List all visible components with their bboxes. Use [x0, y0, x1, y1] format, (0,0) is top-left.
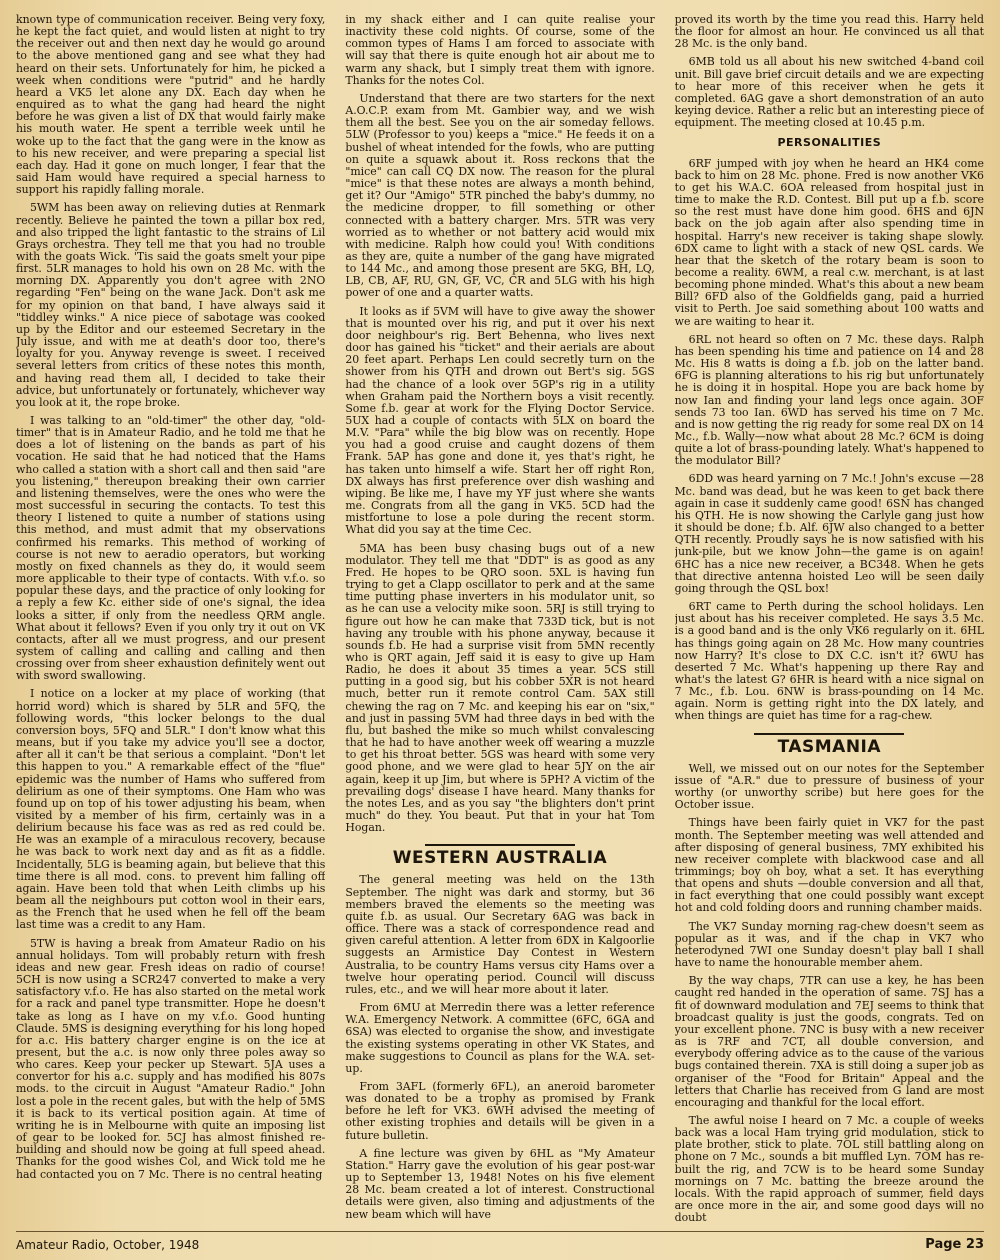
section-heading-western-australia: WESTERN AUSTRALIA	[345, 844, 654, 864]
paragraph: 6RF jumped with joy when he heard an HK4 come back to him on 28 Mc. phone. Fred is now another VK6 to get his W.A.C. 6OA released from hospital just in time to make the R.D. Contest. Bill put up a f.b. score so the rest must have done him good. 6HS and 6JN back on the job again after also spending time in hospital. Harry's new receiver is taking shape slowly. 6DX came to light with a stack of new QSL cards. We hear that the sketch of the rotary beam is soon to become a reality. 6WM, a real c.w. merchant, is at last becoming phone minded. What's this about a new beam Bill? 6FD also of the Goldfields gang, paid a hurried visit to Perth. Joe said something about 100 watts and we are waiting to hear it.	[674, 156, 984, 328]
paragraph: 5MA has been busy chasing bugs out of a new modulator. They tell me that "DDT" is as good as any Fred. He hopes to be QRO soon. 5XL is having fun trying to get a Clapp oscillator to perk and at the same time putting phase inverters in his modulator unit, so as he can use a velocity mike soon. 5RJ is still trying to figure out how he can make that 733D tick, but is not having any trouble with his phone anyway, because it sounds f.b. He had a surprise visit from 5MN recently who is QRT again, Jeff said it is easy to give up Ham Radio, he does it about 35 times a year. 5CS still putting in a good sig, but his cobber 5XR is not heard much, better run it remote control Cam. 5AX still chewing the rag on 7 Mc. and keeping his ear on "six," and just in passing 5VM had three days in bed with the flu, but bashed the mike so much whilst convalescing that he had to have another week off wearing a muzzle to get his throat better. 5GS was heard with some very good phone, and we were glad to hear 5JY on the air again, keep it up Jim, but where is 5PH? A victim of the prevailing dogs' disease I have heard. Many thanks for the notes Les, and as you say "the blighters don't print much" do they. You beaut. Put that in your hat Tom Hogan.	[345, 541, 655, 835]
paragraph: 6MB told us all about his new switched 4-band coil unit. Bill gave brief circuit details and we are expecting to hear more of this receiver when he gets it completed. 6AG gave a short demonstration of an auto keying device. Rather a relic but an interesting piece of equipment. The meeting closed at 10.45 p.m.	[674, 55, 984, 130]
paragraph: Understand that there are two starters for the next A.O.C.P. exam from Mt. Gambier way, and we wish them all the best. See you on the air someday fellows. 5LW (Professor to you) keeps a "mice." He feeds it on a bushel of wheat intended for the fowls, who are putting on quite a squawk about it. Ross reckons that the "mice" can call CQ DX now. The reason for the plural "mice" is that these notes are always a month behind, get it? Our "Amigo" 5TR pinched the baby's dummy, no the medicine dropper, to fill something or other connected with a battery charger. Mrs. 5TR was very worried as to whether or not battery acid would mix with medicine. Ralph how could you! With conditions as they are, quite a number of the gang have migrated to 144 Mc., and among those present are 5KG, BH, LQ, LB, CB, AF, RU, GN, GF, VC, CR and 5LG with his high power of one and a quarter watts.	[345, 91, 655, 300]
text-columns	[16, 14, 984, 1226]
paragraph: 6RT came to Perth during the school holidays. Len just about has his receiver completed. He says 3.5 Mc. is a good band and is the only VK6 regularly on it. 6HL has things going again on 28 Mc. How many countries now Harry? It's close to DX C.C. isn't it? 6WU has deserted 7 Mc. What's happening up there Ray and what's the latest G? 6HR is heard with a nice signal on 7 Mc., f.b. Lou. 6NW is brass-pounding on 14 Mc. again. Norm is getting right into the DX lately, and when things are quiet has time for a rag-chew.	[674, 600, 984, 723]
subheading-personalities: PERSONALITIES	[777, 136, 882, 150]
page-number: Page 23	[925, 1237, 984, 1252]
paragraph: It looks as if 5VM will have to give away the shower that is mounted over his rig, and put it over his next door neighbour's rig. Bert Behenna, who lives next door has gained his "ticket" and their aerials are about 20 feet apart. Perhaps Len could secretly turn on the shower from his QTH and drown out Bert's sig. 5GS had the chance of a look over 5GP's rig in a utility when Graham paid the Northern boys a visit recently. Some f.b. gear at work for the Flying Doctor Service. 5UX had a couple of contacts with 5LX on board the M.V. "Para" while the big blow was on recently. Hope you had a good cruise and caught dozens of them Frank. 5AP has gone and done it, yes that's right, he has taken unto himself a wife. Start her off right Ron, DX always has first preference over dish washing and wiping. Be like me, I have my YF just where she wants me. Congrats from all the gang in VK5. 5CD had the mistfortune to lose a pole during the recent storm. What did you say at the time Cec.	[345, 304, 655, 537]
page-footer	[16, 1231, 984, 1252]
paragraph: Things have been fairly quiet in VK7 for the past month. The September meeting was well attended and after disposing of general business, 7MY exhibited his new receiver complete with blackwood case and all trimmings; boy oh boy, what a set. It has everything that opens and shuts —double conversion and all that, in fact everything that one could possibly want except hot and cold folding doors and running chamber maids.	[674, 816, 984, 915]
paragraph: 6DD was heard yarning on 7 Mc.! John's excuse —28 Mc. band was dead, but he was keen to get back there again in case it suddenly came good! 6SN has changed his QTH. He is now showing the Carlyle gang just how it should be done; f.b. Alf. 6JW also changed to a better QTH recently. Proudly says he is now satisfied with his junk-pile, but we know John—the game is on again! 6HC has a nice new receiver, a BC348. When he gets that directive antenna hoisted Leo will be seen daily going through the QSL box!	[674, 472, 984, 595]
column-right	[675, 14, 984, 1226]
section-heading-tasmania: TASMANIA	[675, 733, 984, 753]
paragraph: A fine lecture was given by 6HL as "My Amateur Station." Harry gave the evolution of his gear post-war up to September 13, 1948! Notes on his five element 28 Mc. beam created a lot of interest. Constructional details were given, also timing and adjustments of the new beam which will have	[345, 1146, 655, 1221]
paragraph: I was talking to an "old-timer" the other day, "old-timer" that is in Amateur Radio, and he told me that he does a lot of listening on the bands as part of his vocation. He said that he had noticed that the Hams who called a station with a short call and then said "are you listening," thereupon breaking their own carrier and listening themselves, were the ones who were the most successful in securing the contacts. To test this theory I listened to quite a number of stations using this method, and must admit that my observations confirmed his remarks. This method of working of course is not new to aeradio operators, but working mostly on fixed channels as they do, it would seem more applicable to their type of contacts. With v.f.o. so popular these days, and the practice of only looking for a reply a few Kc. either side of one's signal, the idea looks a sitter, if only from the needless QRM angle. What about it fellows? Even if you only try it out on VK contacts, after all we must progress, and our present system of calling and calling and calling and then crossing over from sheer exhaustion definitely went out with sword swallowing.	[16, 414, 326, 683]
paragraph: 6RL not heard so often on 7 Mc. these days. Ralph has been spending his time and patience on 14 and 28 Mc. His 8 watts is doing a f.b. job on the latter band. 6FG is planning alterations to his rig but unfortunately he is doing it in hospital. Hope you are back home by now Ian and finding your land legs once again. 3OF sends 73 too Ian. 6WD has served his time on 7 Mc. and is now getting the rig ready for some real DX on 14 Mc., f.b. Wally—now what about 28 Mc.? 6CM is doing quite a lot of brass-pounding lately. What's happened to the modulator Bill?	[674, 332, 984, 468]
paragraph: The VK7 Sunday morning rag-chew doesn't seem as popular as it was, and if the chap in VK7 who heterodyned 7WI one Sunday doesn't play ball I shall have to name the honourable member ahem.	[674, 919, 984, 970]
paragraph: From 6MU at Merredin there was a letter reference W.A. Emergency Network. A committee (6FC, 6GA and 6SA) was elected to organise the show, and investigate the existing systems operating in other VK States, and make suggestions to Council as plans for the W.A. set-up.	[345, 1001, 655, 1075]
column-left	[16, 14, 325, 1226]
paragraph: I notice on a locker at my place of working (that horrid word) which is shared by 5LR and 5FQ, the following words, "this locker belongs to the dual conversion boys, 5FQ and 5LR." I don't know what this means, but if you take my advice you'll see a doctor, after all it can't be that serious a complaint. "Don't let this happen to you." A remarkable effect of the "flue" epidemic was the number of Hams who suffered from delirium as one of their symptoms. One Ham who was found up on top of his tower adjusting his beam, when visited by a member of his firm, certainly was in a delirium because his face was as red as red could be. He was an example of a miraculous recovery, because he was back to work next day and as fit as a fiddle. Incidentally, 5LG is beaming again, but believe that this time there is all mod. cons. to prevent him falling off again. Have been told that when Leith climbs up his beam all the neighbours put cotton wool in their ears, as the French that he used when he fell off the beam last time was a credit to any Ham.	[16, 687, 326, 932]
paragraph: 5TW is having a break from Amateur Radio on his annual holidays. Tom will probably return with fresh ideas and new gear. Fresh ideas on radio of course! 5CH is now using a SCR247 converted to make a very satisfactory v.f.o. He has also started on the metal work for a rack and panel type transmitter. Hope he doesn't take as long as I have on my v.f.o. Good hunting Claude. 5MS is designing everything for his long hoped for a.c. His battery charger engine is on the ice at present, but the a.c. is now only three poles away so who cares. Keep your pecker up Stewart. 5JA uses a convertor for his a.c. supply and has modified his 807s mods. to the circuit in August "Amateur Radio." John lost a pole in the recent gales, but with the help of 5MS it is back to its vertical position again. At time of writing he is in Melbourne with quite an imposing list of gear to be looked for. 5CJ has almost finished re-building and should now be going at full speed ahead. Thanks for the good wishes Col, and Wick told me he had contacted you on 7 Mc. There is no central heating	[16, 936, 326, 1181]
column-middle	[345, 14, 654, 1226]
paragraph: By the way chaps, 7TR can use a key, he has been caught red handed in the operation of same. 7SJ has a fit of downward modulation and 7EJ seems to think that broadcast quality is just the goods, congrats. Ted on your excellent phone. 7NC is busy with a new receiver as is 7RF and 7CT, all double conversion, and everybody offering advice as to the cause of the various bugs contained therein. 7XA is still doing a super job as organiser of the "Food for Britain" Appeal and the letters that Charlie has received from G land are most encouraging and thankful for the local effort.	[674, 974, 984, 1109]
paragraph: known type of communication receiver. Being very foxy, he kept the fact quiet, and would listen at night to try the receiver out and then next day he would go around to the above mentioned gang and see what they had heard on their sets. Unfortunately for him, he picked a week when conditions were "putrid" and he hardly heard a VK5 let alone any DX. Each day when he enquired as to what the gang had heard the night before he was given a list of DX that would fairly make his mouth water. He spent a terrible week until he woke up to the fact that the gang were in the know as to his new receiver, and were preparing a special list each day. Had it gone on much longer, I fear that the said Ham would have required a special harness to support his rapidly falling morale.	[16, 14, 326, 197]
paragraph: The awful noise I heard on 7 Mc. a couple of weeks back was a local Ham trying grid modulation, stick to plate brother, stick to plate. 7OL still battling along on phone on 7 Mc., sounds a bit muffled Lyn. 7OM has re-built the rig, and 7CW is to be heard some Sunday mornings on 7 Mc. batting the breeze around the locals. With the rapid approach of summer, field days are once more in the air, and some good days will no doubt	[674, 1113, 984, 1225]
paragraph: proved its worth by the time you read this. Harry held the floor for almost an hour. He convinced us all that 28 Mc. is the only band.	[674, 14, 984, 51]
paragraph: 5WM has been away on relieving duties at Renmark recently. Believe he painted the town a pillar box red, and also tripped the light fantastic to the strains of Lil Grays orchestra. They tell me that you had no trouble with the goats Wick. 'Tis said the goats smelt your pipe first. 5LR manages to hold his own on 28 Mc. with the morning DX. Apparently you don't agree with 2NO regarding "Fen" being on the wane Jack. Don't ask me for my opinion on that band, I have always said it "tiddley winks." A nice piece of sabotage was cooked up by the Editor and our esteemed Secretary in the July issue, and with me at death's door too, there's loyalty for you. Anyway revenge is sweet. I received several letters from critics of these notes this month, and having read them all, I decided to take their advice, but unfortunately or fortunately, whichever way you look at it, the rope broke.	[16, 201, 326, 409]
publication-date: Amateur Radio, October, 1948	[16, 1238, 200, 1252]
paragraph: in my shack either and I can quite realise your inactivity these cold nights. Of course, some of the common types of Hams I am forced to associate with will say that there is quite enough hot air about me to warm any shack, but I simply treat them with ignore. Thanks for the notes Col.	[345, 14, 655, 87]
paragraph: From 3AFL (formerly 6FL), an aneroid barometer was donated to be a trophy as promised by Frank before he left for VK3. 6WH advised the meeting of other existing trophies and details will be given in a future bulletin.	[345, 1079, 655, 1142]
paragraph: The general meeting was held on the 13th September. The night was dark and stormy, but 36 members braved the elements so the meeting was quite f.b. as usual. Our Secretary 6AG was back in office. There was a stack of correspondence read and given careful attention. A letter from 6DX in Kalgoorlie suggests an Armistice Day Contest in Western Australia, to be country Hams versus city Hams over a twelve hour operating period. Council will discuss rules, etc., and we will hear more about it later.	[345, 873, 655, 996]
paragraph: Well, we missed out on our notes for the September issue of "A.R." due to pressure of business of your worthy (or unworthy scribe) but here goes for the October issue.	[674, 761, 984, 812]
